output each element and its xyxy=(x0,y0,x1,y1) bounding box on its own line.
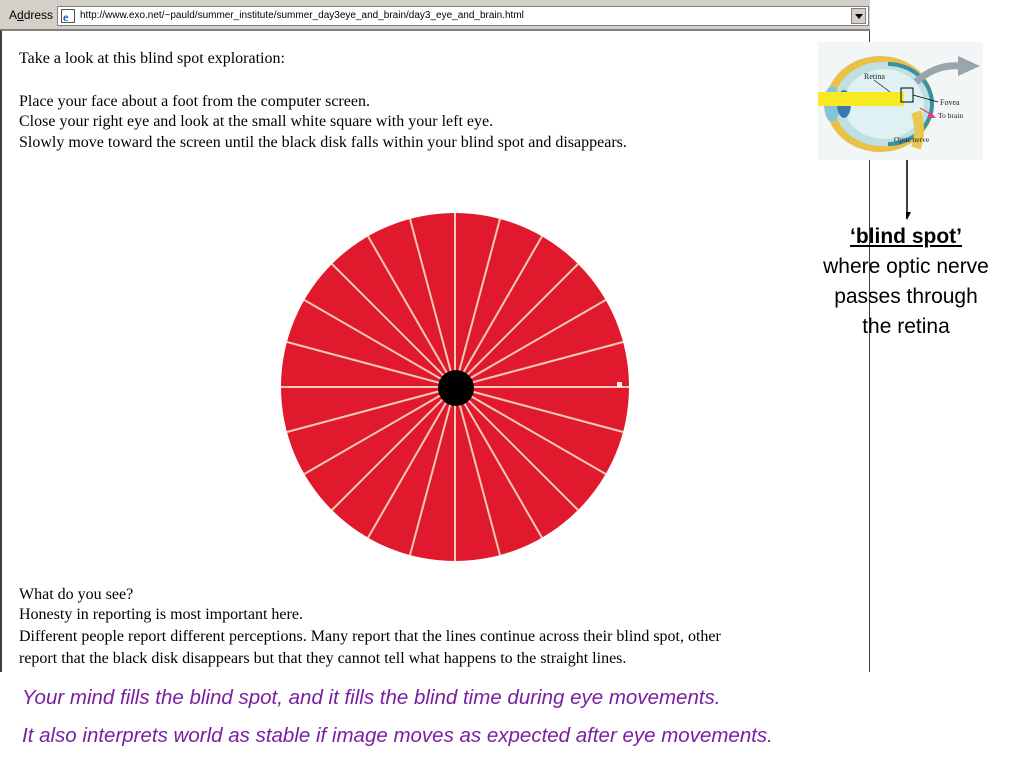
slide-note: It also interprets world as stable if image moves as expected after eye movements. xyxy=(22,724,773,747)
url-input[interactable] xyxy=(57,6,869,26)
chevron-down-icon xyxy=(855,14,863,19)
to-brain-label: To brain xyxy=(938,111,964,120)
question-line: Honesty in reporting is most important here. xyxy=(19,606,303,623)
annotation-line: the retina xyxy=(862,315,950,338)
blind-spot-label: ‘blind spot’ xyxy=(850,225,962,248)
annotation-line: where optic nerve xyxy=(823,255,989,278)
intro-text: Take a look at this blind spot exploration: xyxy=(19,50,285,67)
optic-nerve-label: Optic nerve xyxy=(894,135,930,144)
retina-label: Retina xyxy=(864,72,885,81)
url-text[interactable]: http://www.exo.net/~pauld/summer_institute/summer_day3eye_and_brain/day3_eye_and_brain.html xyxy=(80,10,524,21)
annotation-line: passes through xyxy=(834,285,978,308)
instruction-line: Place your face about a foot from the computer screen. xyxy=(19,93,370,110)
instruction-line: Close your right eye and look at the small white square with your left eye. xyxy=(19,113,494,130)
question-line: Different people report different perceptions. Many report that the lines continue across their blind spot, other xyxy=(19,628,721,645)
white-fixation-square xyxy=(617,382,622,387)
blind-spot-term xyxy=(795,222,1017,252)
svg-text:e: e xyxy=(63,10,69,23)
address-label: Address xyxy=(9,8,54,22)
eye-anatomy-illustration xyxy=(818,42,983,160)
question-line: report that the black disk disappears but that they cannot tell what happens to the straight lines. xyxy=(19,650,627,667)
callout-arrow xyxy=(906,160,916,222)
question-line: What do you see? xyxy=(19,586,134,603)
instruction-line: Slowly move toward the screen until the black disk falls within your blind spot and disappears. xyxy=(19,134,627,151)
slide-note: Your mind fills the blind spot, and it fills the blind time during eye movements. xyxy=(22,686,721,709)
black-center-disk xyxy=(438,370,474,406)
fovea-label: Fovea xyxy=(940,98,960,107)
address-bar xyxy=(0,0,870,30)
ie-page-icon xyxy=(61,9,75,23)
blind-spot-test-disk xyxy=(281,211,631,563)
url-dropdown-button[interactable] xyxy=(851,8,866,24)
